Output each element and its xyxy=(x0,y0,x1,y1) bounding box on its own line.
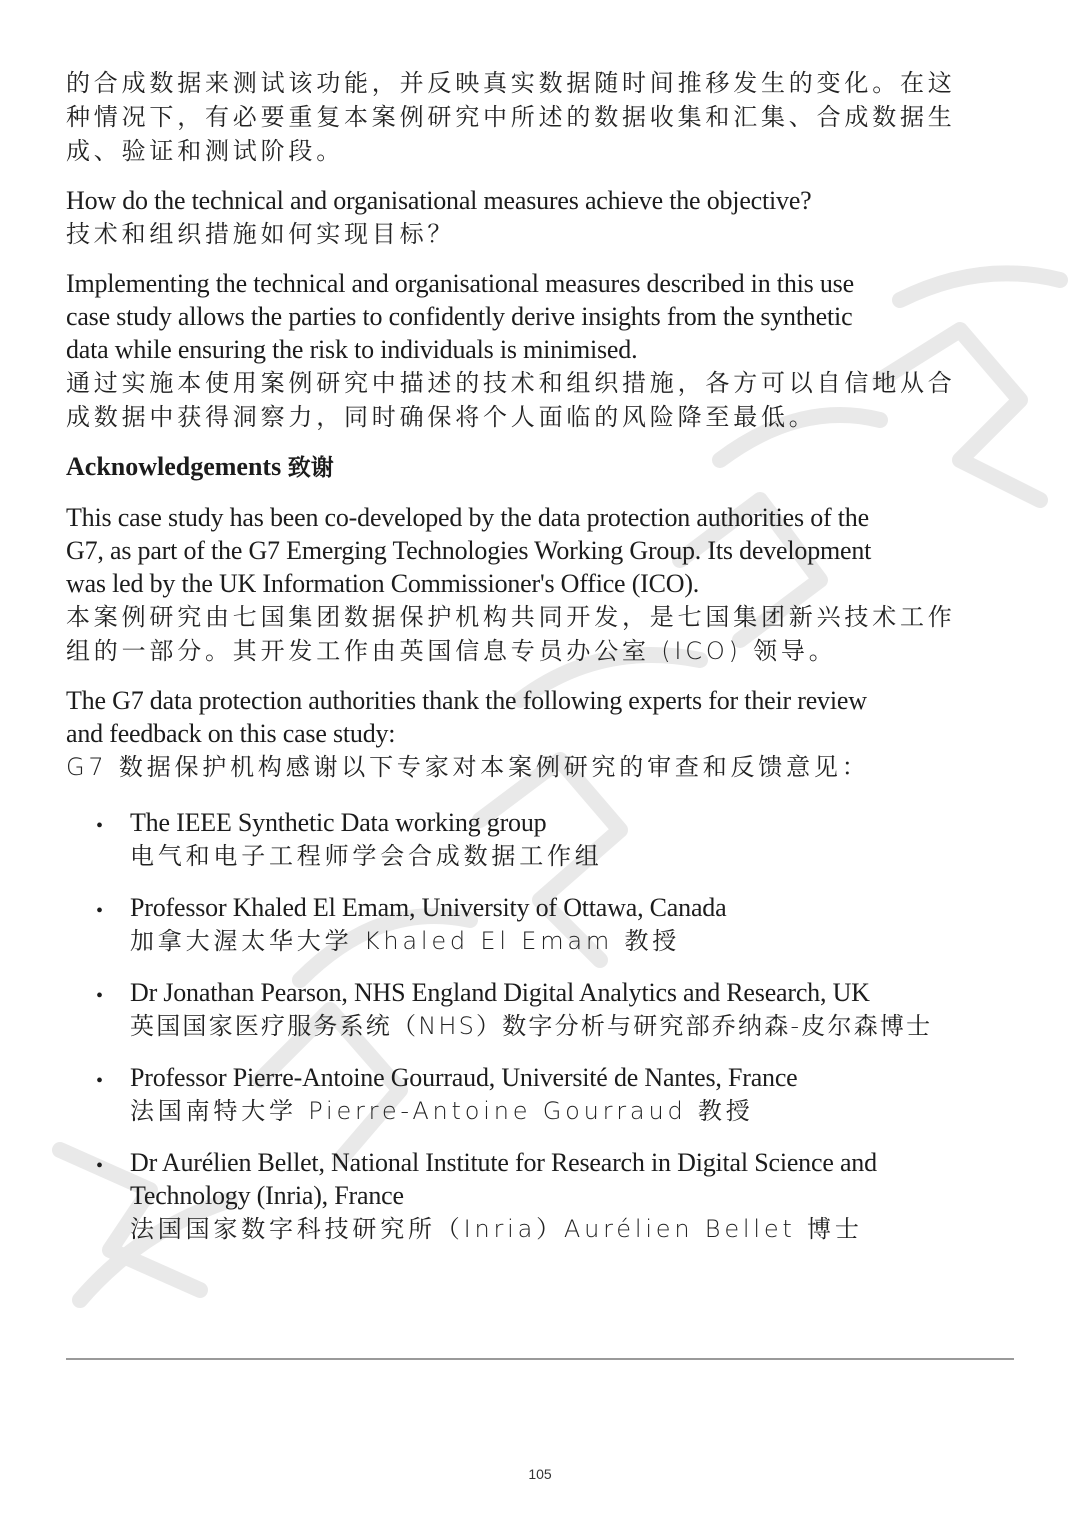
heading-en: Acknowledgements xyxy=(66,452,282,481)
expert-name-en: Dr Aurélien Bellet, National Institute for Research in Digital Science and xyxy=(130,1148,877,1177)
acknowledgements-heading xyxy=(66,450,1016,485)
list-item xyxy=(66,891,1016,958)
acknowledgements-paragraph-2 xyxy=(66,684,1016,784)
page-number: 105 xyxy=(528,1466,552,1482)
list-item xyxy=(66,1146,1016,1246)
expert-name-zh: 加拿大渥太华大学 Khaled El Emam 教授 xyxy=(130,927,681,955)
expert-name-en: Professor Pierre-Antoine Gourraud, Université de Nantes, France xyxy=(130,1063,798,1092)
text-line: and feedback on this case study: xyxy=(66,719,396,748)
heading-zh: 致谢 xyxy=(287,455,334,481)
text-line: case study allows the parties to confidently derive insights from the synthetic xyxy=(66,302,853,331)
intro-paragraph-zh xyxy=(66,66,1016,168)
text-line: G7 数据保护机构感谢以下专家对本案例研究的审查和反馈意见： xyxy=(66,753,870,781)
bullet-icon: • xyxy=(96,815,104,837)
text-line: 成数据中获得洞察力，同时确保将个人面临的风险降至最低。 xyxy=(66,403,817,431)
bullet-icon: • xyxy=(96,1155,104,1177)
text-line: 通过实施本使用案例研究中描述的技术和组织措施，各方可以自信地从合 xyxy=(66,369,956,397)
list-item xyxy=(66,806,1016,873)
list-item xyxy=(66,976,1016,1043)
footer-divider xyxy=(66,1358,1014,1360)
question-en: How do the technical and organisational measures achieve the objective? xyxy=(66,186,812,215)
text-line: 种情况下，有必要重复本案例研究中所述的数据收集和汇集、合成数据生 xyxy=(66,103,956,131)
expert-name-zh: 电气和电子工程师学会合成数据工作组 xyxy=(130,842,603,870)
answer-block xyxy=(66,267,1016,434)
expert-name-en: Professor Khaled El Emam, University of Ottawa, Canada xyxy=(130,893,727,922)
bullet-icon: • xyxy=(96,985,104,1007)
list-item xyxy=(66,1061,1016,1128)
text-line: 的合成数据来测试该功能，并反映真实数据随时间推移发生的变化。在这 xyxy=(66,69,956,97)
text-line: 成、验证和测试阶段。 xyxy=(66,137,344,165)
text-line: Implementing the technical and organisational measures described in this use xyxy=(66,269,854,298)
question-zh: 技术和组织措施如何实现目标？ xyxy=(66,220,456,248)
text-line: G7, as part of the G7 Emerging Technologies Working Group. Its development xyxy=(66,536,872,565)
question-block xyxy=(66,184,1016,251)
bullet-icon: • xyxy=(96,1070,104,1092)
text-line: 本案例研究由七国集团数据保护机构共同开发，是七国集团新兴技术工作 xyxy=(66,603,956,631)
expert-name-en: The IEEE Synthetic Data working group xyxy=(130,808,547,837)
expert-name-zh: 法国南特大学 Pierre-Antoine Gourraud 教授 xyxy=(130,1097,754,1125)
text-line: data while ensuring the risk to individuals is minimised. xyxy=(66,335,638,364)
text-line: was led by the UK Information Commissioner's Office (ICO). xyxy=(66,569,700,598)
expert-name-zh: 英国国家医疗服务系统（NHS）数字分析与研究部乔纳森-皮尔森博士 xyxy=(130,1012,933,1040)
acknowledgements-paragraph-1 xyxy=(66,501,1016,668)
expert-name-en: Technology (Inria), France xyxy=(130,1181,404,1210)
experts-list xyxy=(66,806,1016,1246)
bullet-icon: • xyxy=(96,900,104,922)
expert-name-zh: 法国国家数字科技研究所（Inria）Aurélien Bellet 博士 xyxy=(130,1215,863,1243)
text-line: The G7 data protection authorities thank the following experts for their review xyxy=(66,686,867,715)
expert-name-en: Dr Jonathan Pearson, NHS England Digital Analytics and Research, UK xyxy=(130,978,870,1007)
text-line: This case study has been co-developed by the data protection authorities of the xyxy=(66,503,869,532)
page-content xyxy=(66,66,1016,1264)
text-line: 组的一部分。其开发工作由英国信息专员办公室 (ICO) 领导。 xyxy=(66,637,837,665)
